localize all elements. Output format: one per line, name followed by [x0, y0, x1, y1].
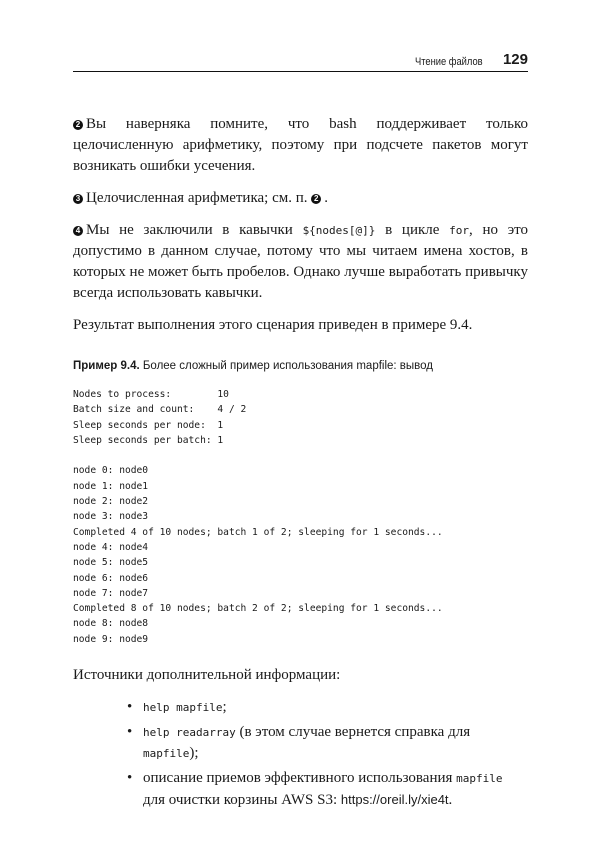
note-4 — [73, 220, 528, 304]
note-text: в цикле — [375, 222, 450, 238]
note-text: , но это допустимо в данном случае, потому что мы читаем имена хостов, в которых не может быть пробелов. Однако лучше выработать привычку всегда использовать кавычки. — [73, 222, 528, 301]
running-header — [73, 50, 528, 72]
example-label: Пример 9.4. — [73, 360, 140, 372]
inline-code: help mapfile — [143, 701, 223, 715]
sources-heading: Источники дополнительной информации: — [73, 667, 341, 684]
inline-code: for — [449, 224, 469, 237]
note-2 — [73, 114, 528, 177]
example-caption-text: Более сложный пример использования mapfile: вывод — [142, 360, 434, 372]
item-tail: ); — [189, 745, 199, 762]
item-tail: . — [448, 792, 453, 809]
list-item — [143, 697, 528, 718]
note-3 — [73, 188, 528, 209]
note-tail: . — [324, 190, 329, 206]
inline-code: mapfile — [143, 747, 190, 761]
url-link[interactable]: https://oreil.ly/xie4t — [340, 792, 449, 808]
note-text: Целочисленная арифметика; см. п. — [86, 190, 312, 206]
inline-code: mapfile — [456, 772, 503, 786]
code-output: Nodes to process: 10 Batch size and count: 4 / 2 Sleep seconds per node: 1 Sleep seconds per batch: 1 node 0: node0 node 1: node1 node 2: node2 node 3: node3 Completed 4 of 10 nodes; batch 1 of 2; sleeping for 1 seconds... node 4: node4 node 5: node5 node 6: node6 node 7: node7 Completed 8 of 10 nodes; batch 2 of 2; sleeping for 1 seconds... node 8: node8 node 9: node9 — [73, 389, 443, 645]
inline-code: help readarray — [143, 726, 236, 740]
callout-marker: 4 — [73, 226, 83, 236]
callout-marker: 2 — [73, 120, 83, 130]
page-body — [73, 114, 528, 815]
note-text: Мы не заключили в кавычки — [86, 222, 303, 238]
item-tail: ; — [222, 699, 227, 716]
callout-ref: 2 — [311, 194, 321, 204]
note-text: Вы наверняка помните, что bash поддерживает только целочисленную арифметику, поэтому при подсчете пакетов могут возникать ошибки усечения. — [73, 116, 528, 174]
sources-list — [73, 697, 528, 811]
item-text: (в этом случае вернется справка для — [235, 724, 471, 741]
section-title: Чтение файлов — [415, 56, 484, 68]
result-paragraph: Результат выполнения этого сценария приведен в примере 9.4. — [73, 317, 473, 333]
inline-code: ${nodes[@]} — [302, 224, 376, 237]
list-item — [143, 722, 528, 764]
item-text: для очистки корзины AWS S3: — [143, 792, 341, 809]
callout-marker: 3 — [73, 194, 83, 204]
item-text: описание приемов эффективного использования — [143, 770, 457, 787]
example-caption — [73, 356, 528, 377]
page-number: 129 — [502, 51, 528, 68]
list-item — [143, 768, 528, 811]
